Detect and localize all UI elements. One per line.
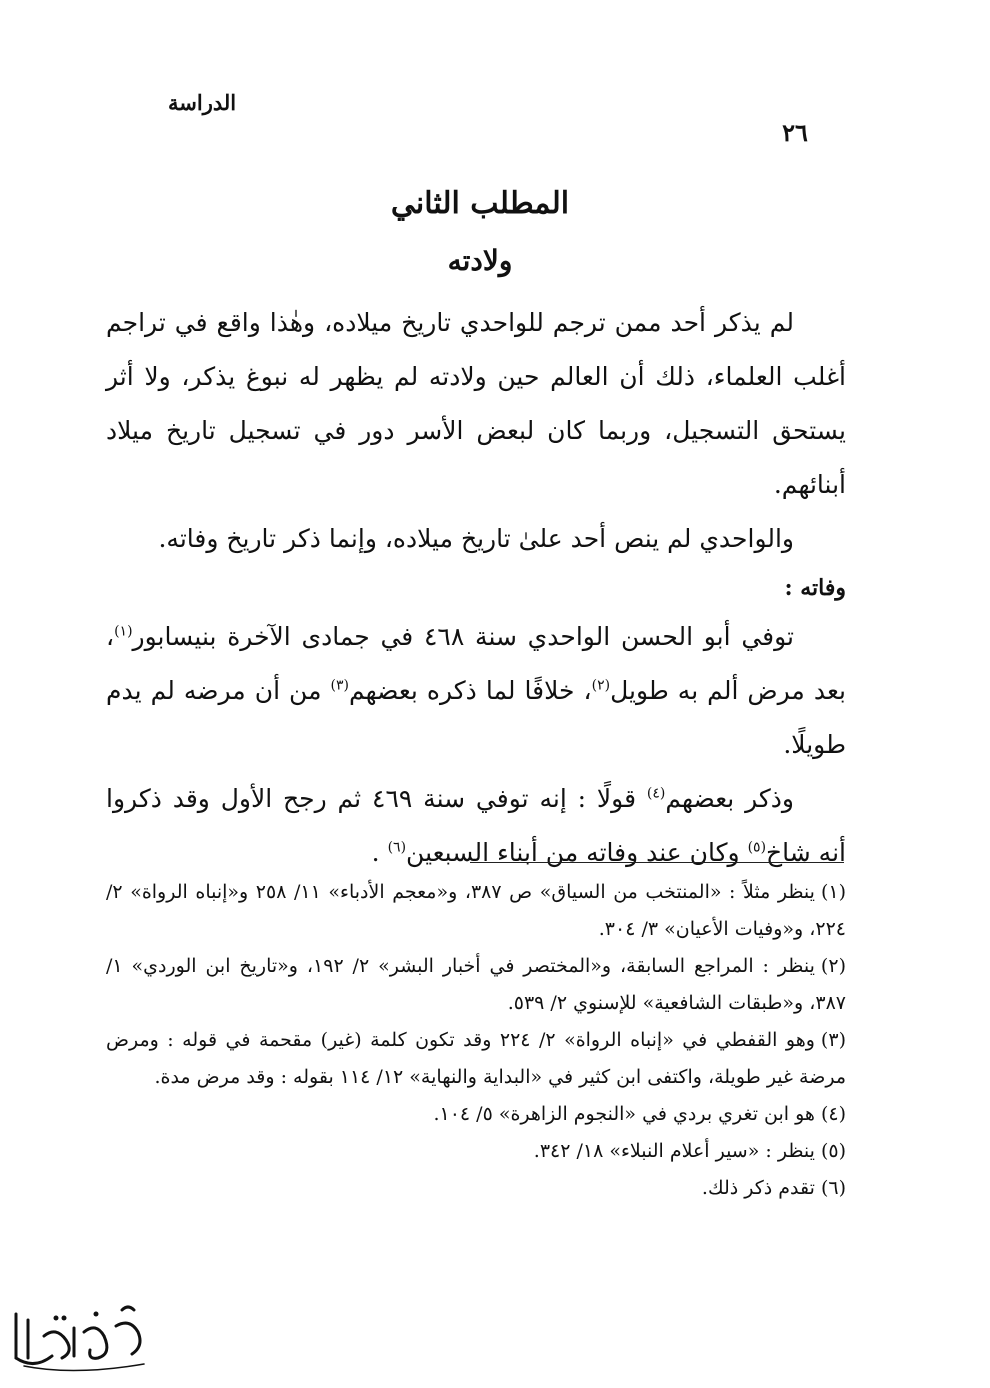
footnotes	[106, 874, 846, 1207]
footnote-3	[106, 1022, 846, 1096]
paragraph-1: لم يذكر أحد ممن ترجم للواحدي تاريخ ميلاده، وهٰذا واقع في تراجم أغلب العلماء، ذلك أن العالم حين ولادته لم يظهر له نبوغ يذكر، ولا أثر يستحق التسجيل، وربما كان لبعض الأسر دور في تسجيل تاريخ ميلاد أبنائهم.	[106, 308, 846, 499]
body-text	[106, 296, 846, 880]
footnote-text: ينظر : المراجع السابقة، و«المختصر في أخبار البشر» ٢/ ١٩٢، و«تاريخ ابن الوردي» ١/ ٣٨٧، و«طبقات الشافعية» للإسنوي ٢/ ٥٣٩.	[106, 955, 846, 1014]
footnote-ref-5[interactable]: (٥)	[747, 839, 767, 856]
footnote-2	[106, 948, 846, 1022]
paragraph-2: والواحدي لم ينص أحد علىٰ تاريخ ميلاده، وإنما ذكر تاريخ وفاته.	[158, 524, 794, 553]
p4-text-b: قولًا : إنه توفي سنة ٤٦٩ ثم رجح الأول وقد ذكروا أنه شاخ	[106, 784, 846, 867]
footnote-text: هو ابن تغري بردي في «النجوم الزاهرة» ٥/ ١٠٤.	[433, 1103, 815, 1125]
footnote-number: (٣)	[820, 1029, 846, 1051]
footnote-ref-4[interactable]: (٤)	[646, 785, 666, 802]
section-title: ولادته	[447, 244, 513, 277]
footnote-ref-3[interactable]: (٣)	[330, 677, 349, 694]
p3-text-c: ، خلافًا لما ذكره بعضهم	[348, 676, 592, 705]
paragraph-3	[106, 610, 846, 772]
p4-text-d: .	[371, 838, 388, 867]
page-number: ٢٦	[782, 118, 808, 147]
footnote-text: ينظر مثلاً : «المنتخب من السياق» ص ٣٨٧، و«معجم الأدباء» ١١/ ٢٥٨ و«إنباه الرواة» ٢/ ٢٢٤، و«وفيات الأعيان» ٣/ ٣٠٤.	[106, 881, 846, 940]
footnote-number: (٢)	[820, 955, 846, 977]
footnote-4	[106, 1096, 846, 1133]
publisher-logo-icon	[4, 1296, 154, 1380]
footnote-6	[106, 1170, 846, 1207]
footnote-ref-1[interactable]: (١)	[114, 623, 133, 640]
p3-text-b: ، بعد مرض ألم به طويل	[106, 622, 846, 705]
footnote-text: وهو القفطي في «إنباه الرواة» ٢/ ٢٢٤ وقد تكون كلمة (غير) مقحمة في قوله : ومرض مرضة غير طويلة، واكتفى ابن كثير في «البداية والنهاية» ١٢/ ١١٤ بقوله : وقد مرض مدة.	[106, 1029, 846, 1088]
footnote-text: ينظر : «سير أعلام النبلاء» ١٨/ ٣٤٢.	[533, 1140, 815, 1162]
footnote-ref-2[interactable]: (٢)	[591, 677, 611, 694]
running-head: الدراسة	[168, 90, 237, 115]
p3-text-a: توفي أبو الحسن الواحدي سنة ٤٦٨ في جمادى الآخرة بنيسابور	[132, 622, 794, 651]
p3-text-d: من أن مرضه لم يدم طويلًا.	[106, 676, 846, 759]
footnote-text: تقدم ذكر ذلك.	[701, 1177, 815, 1199]
footnote-separator	[470, 862, 844, 863]
p4-text-c: وكان عند وفاته من أبناء السبعين	[406, 838, 748, 867]
p4-text-a: وذكر بعضهم	[665, 784, 794, 813]
subheading-death: وفاته :	[784, 575, 846, 601]
footnote-1	[106, 874, 846, 948]
footnote-number: (١)	[820, 881, 847, 903]
chapter-title: المطلب الثاني	[390, 186, 570, 221]
paragraph-4	[106, 772, 846, 880]
footnote-ref-6[interactable]: (٦)	[387, 839, 407, 856]
footnote-number: (٥)	[820, 1140, 846, 1162]
footnote-5	[106, 1133, 846, 1170]
footnote-number: (٦)	[820, 1177, 846, 1199]
footnote-number: (٤)	[820, 1103, 846, 1125]
